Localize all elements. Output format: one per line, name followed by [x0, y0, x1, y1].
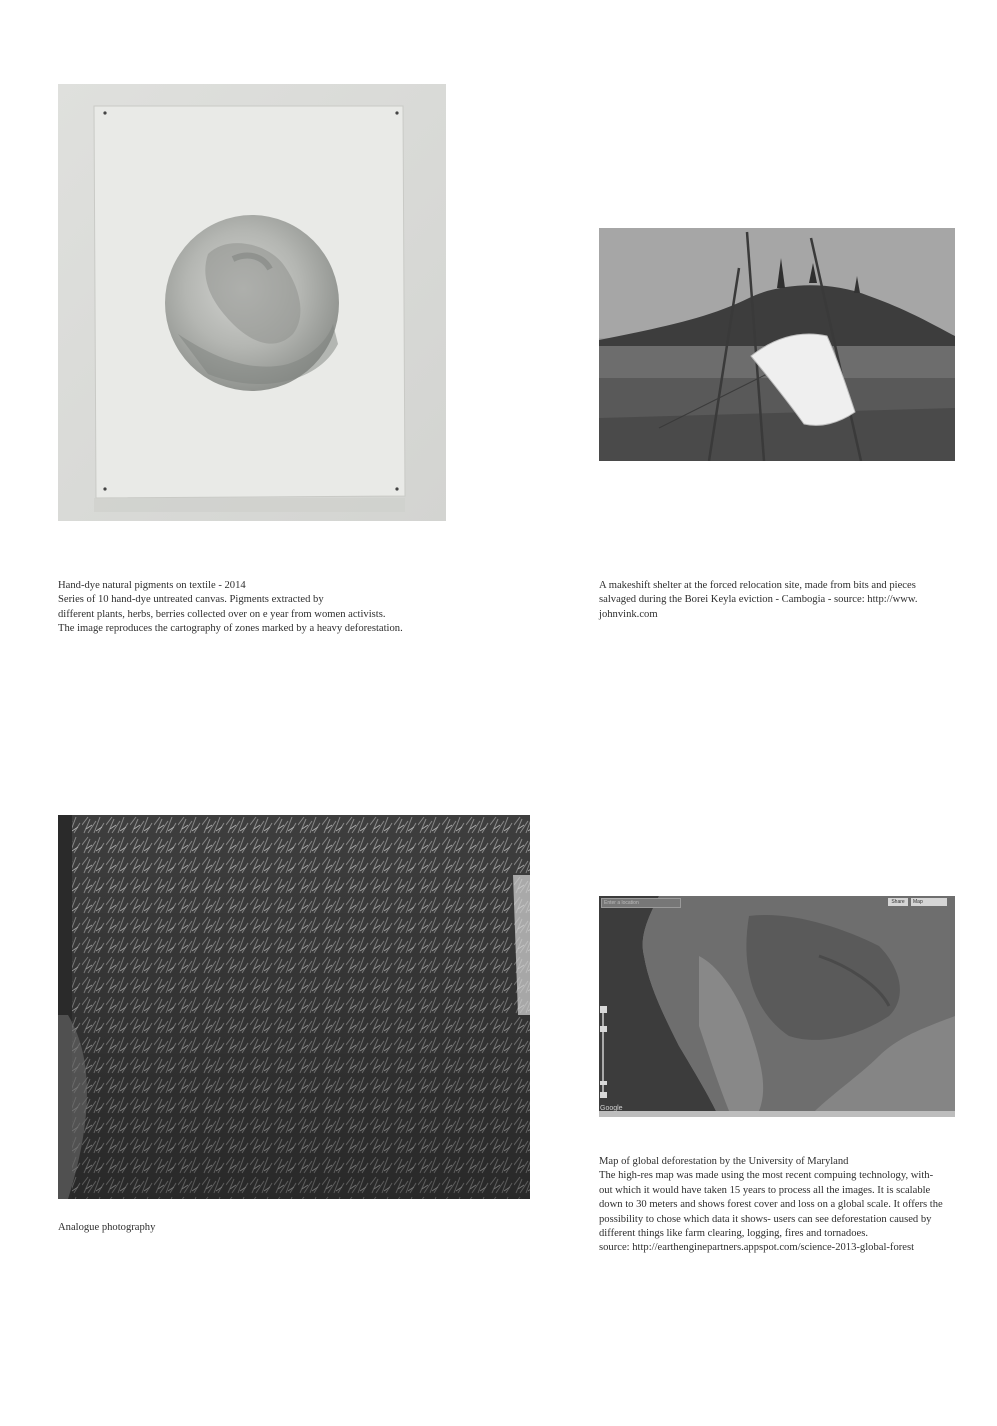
- caption-line: different things like farm clearing, logging, fires and tornadoes.: [599, 1228, 868, 1240]
- shelter-image: [599, 228, 955, 461]
- caption-line: The high-res map was made using the most recent compuing technology, with-: [599, 1170, 934, 1182]
- caption-line: out which it would have taken 15 years to process all the images. It is scalable: [599, 1184, 931, 1196]
- caption-line: Series of 10 hand-dye untreated canvas. Pigments extracted by: [58, 594, 324, 606]
- photo-moss-texture-icon: [58, 815, 530, 1199]
- caption-line: Hand-dye natural pigments on textile - 2014: [58, 580, 246, 591]
- caption-line: Map of global deforestation by the University of Maryland: [599, 1156, 849, 1167]
- caption-line: source: http://earthenginepartners.appspot.com/science-2013-global-forest: [599, 1242, 915, 1254]
- map-search-input[interactable]: Enter a location: [601, 898, 681, 908]
- moss-caption: [58, 1221, 155, 1235]
- caption-line: different plants, herbs, berries collected over on e year from women activists.: [58, 608, 386, 620]
- pigment-canvas-image: [58, 84, 446, 521]
- deforestation-map-image: [599, 896, 955, 1117]
- caption-line: salvaged during the Borei Keyla eviction - Cambogia - source: http://www.: [599, 594, 918, 606]
- caption-line: The image reproduces the cartography of zones marked by a heavy deforestation.: [58, 623, 403, 635]
- caption-line: A makeshift shelter at the forced relocation site, made from bits and pieces: [599, 580, 916, 591]
- map-share-button[interactable]: Share: [888, 898, 908, 906]
- photo-shelter-cambodia-icon: [599, 228, 955, 461]
- shelter-caption: [599, 579, 918, 622]
- caption-line: johnvink.com: [599, 608, 658, 620]
- caption-line: possibility to chose which data it shows- users can see deforestation caused by: [599, 1213, 932, 1225]
- caption-line: Analogue photography: [58, 1222, 156, 1233]
- pigment-canvas-caption: [58, 579, 403, 637]
- moss-image: [58, 815, 530, 1199]
- map-type-select[interactable]: Map: [911, 898, 947, 906]
- caption-line: down to 30 meters and shows forest cover and loss on a global scale. It offers the: [599, 1199, 943, 1211]
- deforestation-map-caption: [599, 1155, 943, 1256]
- map-watermark: Google: [600, 1105, 623, 1112]
- photo-textile-circle-icon: [58, 84, 446, 521]
- map-screenshot-icon: [599, 896, 955, 1117]
